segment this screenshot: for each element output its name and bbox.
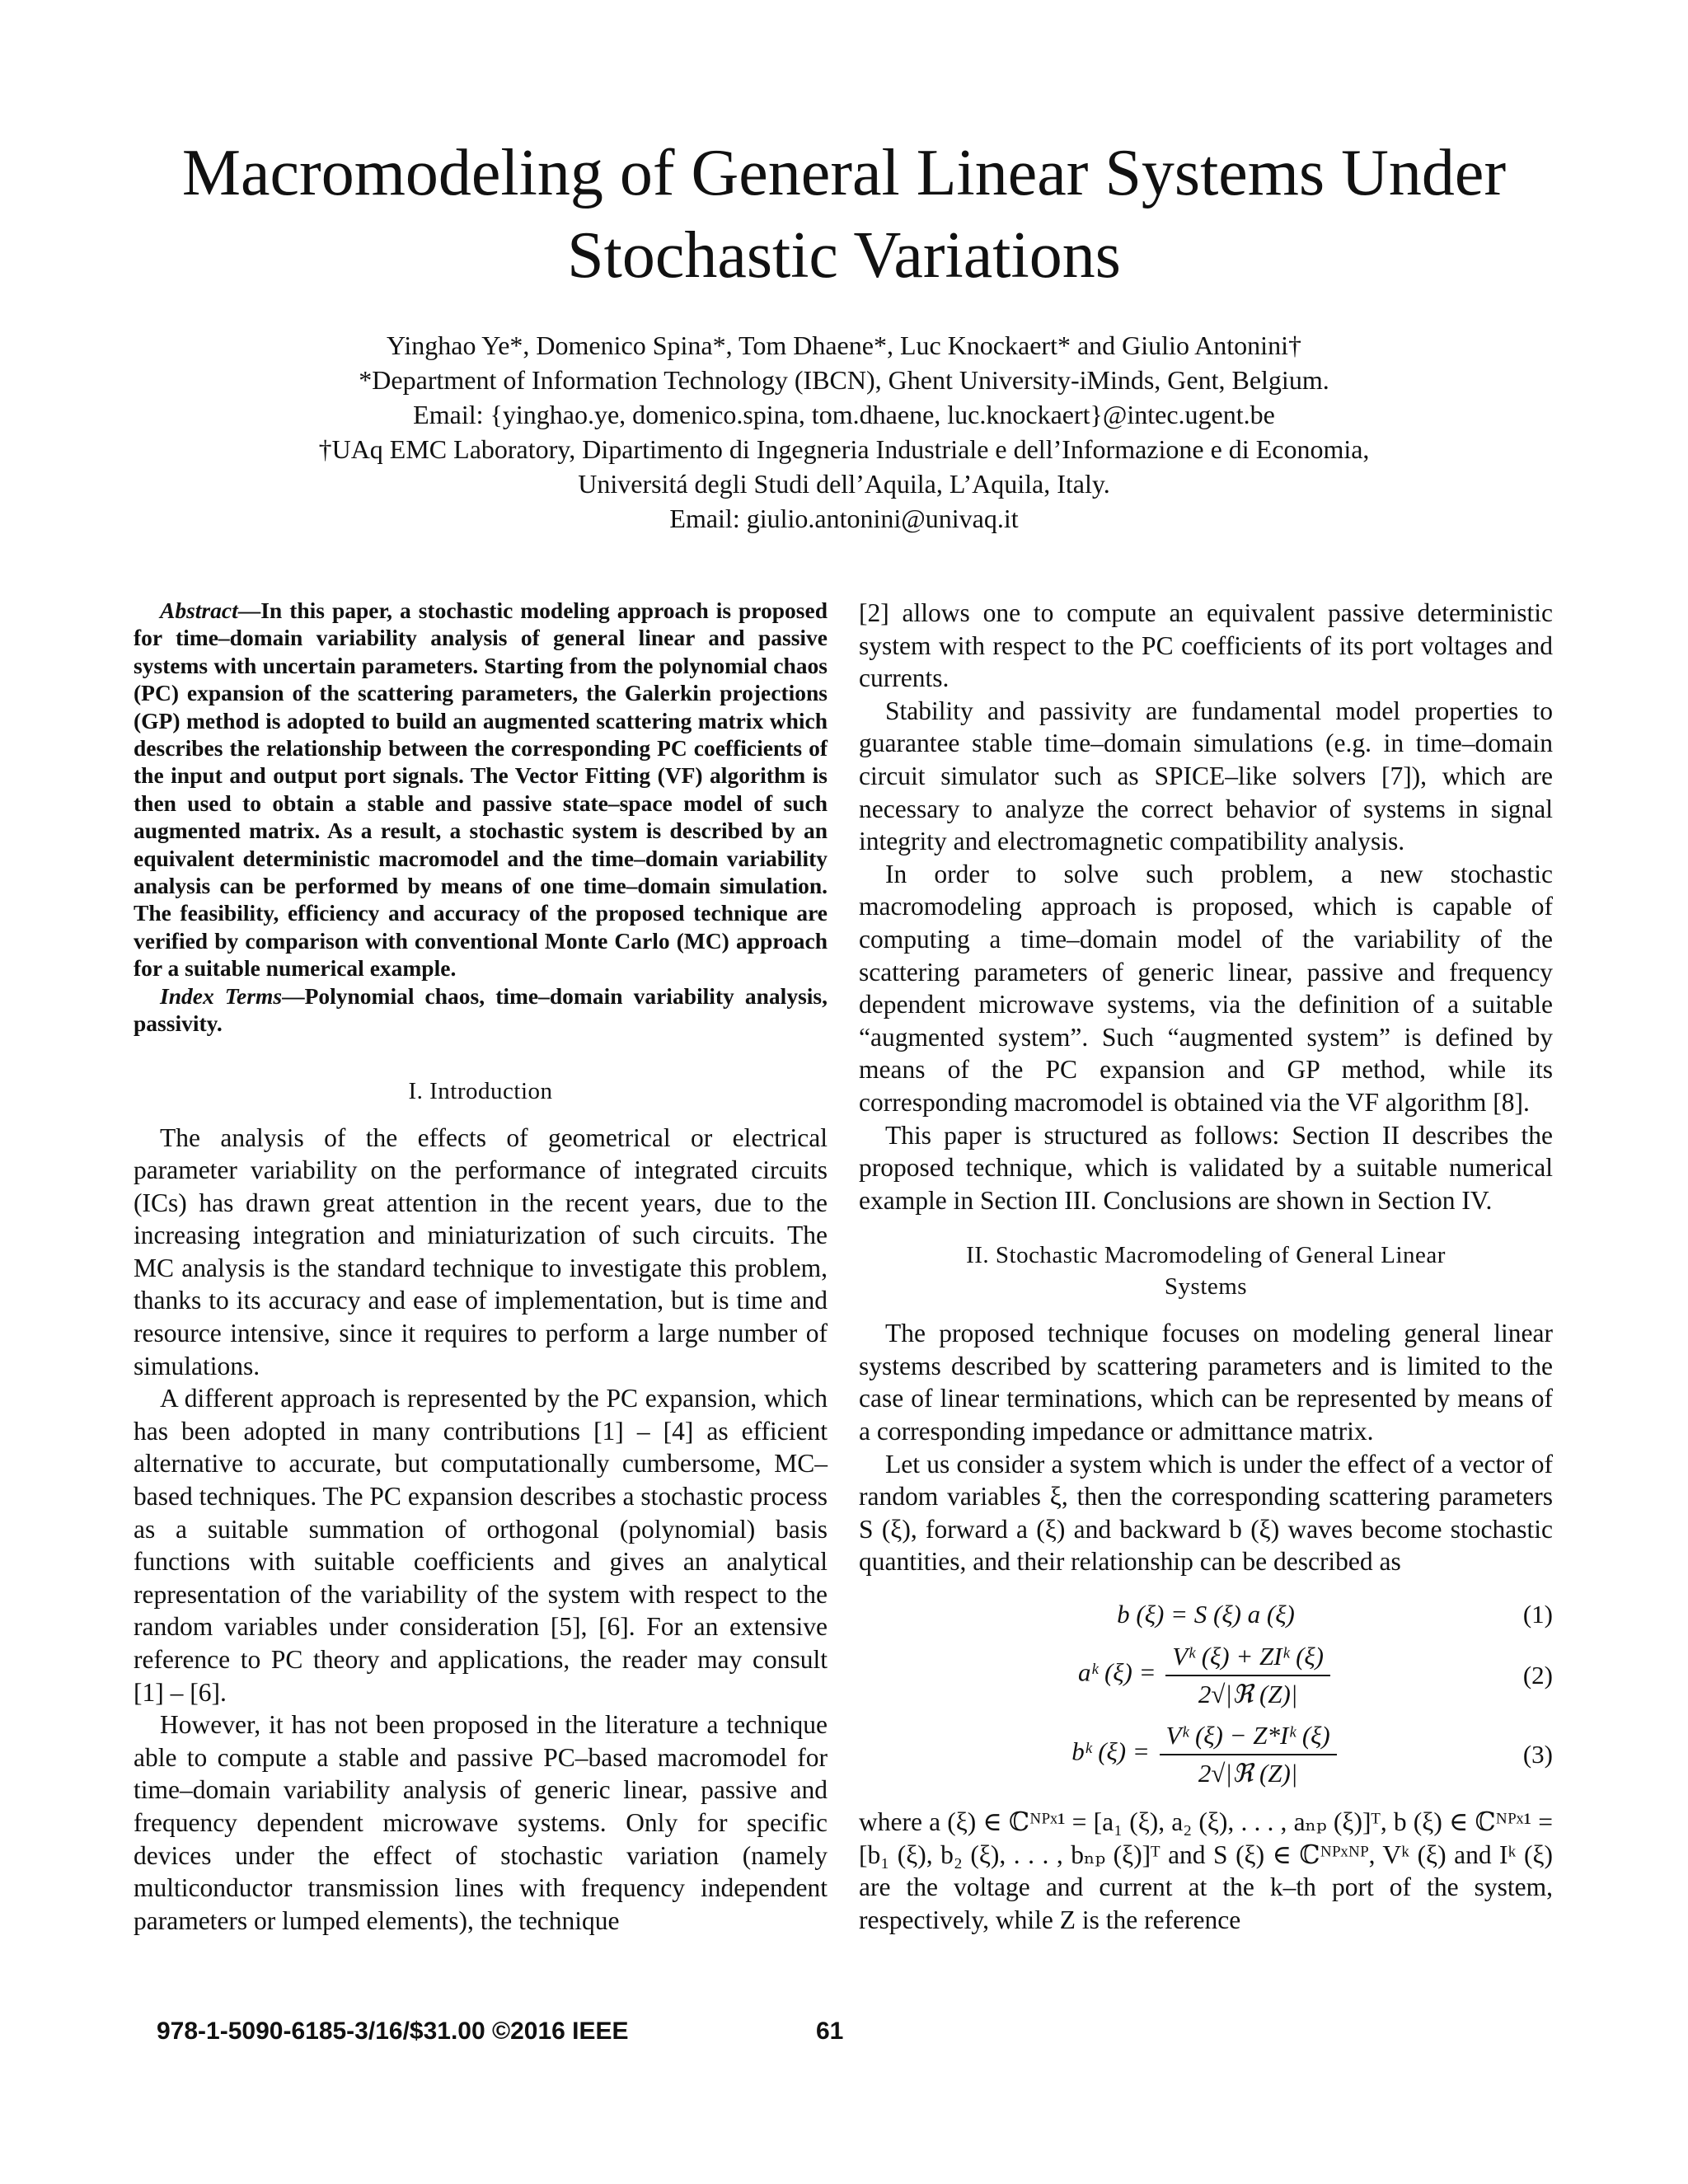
equation-3-number: (3) bbox=[1522, 1740, 1553, 1769]
section-2-paragraph-1: The proposed technique focuses on modeling general linear systems described by scattering parameters and is limited to the case of linear terminations, which can be represented by means of a corresponding impedance or admittance matrix. bbox=[859, 1319, 1553, 1446]
intro-paragraph-5: Stability and passivity are fundamental model properties to guarantee stable time–domain simulations (e.g. in time–domain circuit simulator such as SPICE–like solvers [7]), which are necessary to analyze the correct behavior of systems in signal integrity and electromagnetic compatibility analysis. bbox=[859, 696, 1553, 856]
equation-2-fraction bbox=[1165, 1640, 1330, 1710]
affiliation-2b: Universitá degli Studi dell’Aquila, L’Aquila, Italy. bbox=[578, 469, 1110, 499]
intro-paragraph-1: The analysis of the effects of geometrical or electrical parameter variability on the performance of integrated circuits (ICs) has drawn great attention in the recent years, due to the increasing integration and miniaturization of such circuits. The MC analysis is the standard technique to investigate this problem, thanks to its accuracy and ease of implementation, but is time and resource intensive, since it requires to perform a large number of simulations. bbox=[134, 1122, 828, 1380]
equation-3-lhs: bᵏ (ξ) = bbox=[1071, 1737, 1150, 1767]
equation-2-denominator: 2√|ℜ (Z)| bbox=[1198, 1680, 1298, 1709]
section-2-paragraph-2: Let us consider a system which is under the effect of a vector of random variables ξ, then the corresponding scattering parameters S (ξ), forward a (ξ) and backward b (ξ) waves become stochastic quantities, and their relationship can be described as bbox=[859, 1449, 1553, 1577]
equation-3 bbox=[859, 1715, 1553, 1794]
footer-page-number: 61 bbox=[816, 2018, 844, 2045]
intro-paragraph-6: In order to solve such problem, a new stochastic macromodeling approach is proposed, which is capable of computing a time–domain model of the variability of the scattering parameters of generic linear, passive and frequency dependent microwave systems, via the definition of a suitable “augmented system”. Such “augmented system” is defined by means of the PC expansion and GP method, while its corresponding macromodel is obtained via the VF algorithm [8]. bbox=[859, 859, 1553, 1117]
equation-2-numerator: Vᵏ (ξ) + ZIᵏ (ξ) bbox=[1165, 1640, 1330, 1676]
abstract-text: —In this paper, a stochastic modeling approach is proposed for time–domain variability analysis of general linear and passive systems with uncertain parameters. Starting from the polynomial chaos (PC) expansion of the scattering parameters, the Galerkin projections (GP) method is adopted to build an augmented scattering matrix which describes the relationship between the corresponding PC coefficients of the input and output port signals. The Vector Fitting (VF) algorithm is then used to obtain a stable and passive state–space model of such augmented matrix. As a result, a stochastic system is described by an equivalent deterministic macromodel and the time–domain variability analysis can be performed by means of one time–domain simulation. The feasibility, efficiency and accuracy of the proposed technique are verified by comparison with conventional Monte Carlo (MC) approach for a suitable numerical example. bbox=[134, 598, 828, 982]
equation-2 bbox=[859, 1636, 1553, 1715]
equation-3-numerator: Vᵏ (ξ) − Z*Iᵏ (ξ) bbox=[1160, 1719, 1337, 1755]
equation-3-fraction bbox=[1160, 1719, 1337, 1789]
equation-2-expression bbox=[859, 1640, 1553, 1710]
abstract-lead: Abstract bbox=[160, 598, 238, 623]
email-2: Email: giulio.antonini@univaq.it bbox=[669, 504, 1019, 533]
email-1: Email: {yinghao.ye, domenico.spina, tom.dhaene, luc.knockaert}@intec.ugent.be bbox=[413, 400, 1275, 429]
left-column bbox=[134, 597, 828, 1937]
equation-1-number: (1) bbox=[1522, 1600, 1553, 1629]
equation-3-expression bbox=[859, 1719, 1553, 1789]
index-terms bbox=[134, 982, 828, 1038]
index-terms-lead: Index Terms bbox=[160, 982, 283, 1009]
footer-copyright: 978-1-5090-6185-3/16/$31.00 ©2016 IEEE bbox=[157, 2018, 629, 2045]
affiliation-1: *Department of Information Technology (IBCN), Ghent University-iMinds, Gent, Belgium. bbox=[359, 365, 1329, 395]
paper-title bbox=[124, 132, 1564, 297]
equation-1 bbox=[859, 1593, 1553, 1636]
equation-2-lhs: aᵏ (ξ) = bbox=[1077, 1658, 1156, 1688]
intro-paragraph-7: This paper is structured as follows: Section II describes the proposed technique, which is validated by a suitable numerical example in Section III. Conclusions are shown in Section IV. bbox=[859, 1120, 1553, 1215]
intro-paragraph-3: However, it has not been proposed in the literature a technique able to compute a stable and passive PC–based macromodel for time–domain variability analysis of generic linear, passive and frequency dependent microwave systems. Only for specific devices under the effect of stochastic variation (namely multiconductor transmission lines with frequency independent parameters or lumped elements), the technique bbox=[134, 1710, 828, 1935]
section-1-heading: I. Introduction bbox=[408, 1077, 553, 1104]
author-list: Yinghao Ye*, Domenico Spina*, Tom Dhaene*, Luc Knockaert* and Giulio Antonini† bbox=[387, 330, 1301, 360]
equation-2-number: (2) bbox=[1522, 1661, 1553, 1690]
equations-block bbox=[859, 1593, 1553, 1794]
abstract bbox=[134, 597, 828, 982]
section-2-heading-line-1: II. Stochastic Macromodeling of General Linear bbox=[966, 1242, 1446, 1269]
title-line-1: Macromodeling of General Linear Systems Under bbox=[181, 137, 1507, 209]
intro-paragraph-4: [2] allows one to compute an equivalent passive deterministic system with respect to the PC coefficients of its port voltages and currents. bbox=[859, 598, 1553, 693]
equation-3-denominator: 2√|ℜ (Z)| bbox=[1198, 1759, 1298, 1788]
section-2-heading-line-2: Systems bbox=[1164, 1273, 1248, 1301]
affiliation-2a: †UAq EMC Laboratory, Dipartimento di Ingegneria Industriale e dell’Informazione e di Economia, bbox=[318, 434, 1370, 464]
author-block bbox=[124, 328, 1564, 536]
title-line-2: Stochastic Variations bbox=[567, 219, 1121, 292]
section-2-heading bbox=[859, 1240, 1553, 1302]
section-2-paragraph-3: where a (ξ) ∈ ℂᴺᴾˣ¹ = [a₁ (ξ), a₂ (ξ), . . . , aₙₚ (ξ)]ᵀ, b (ξ) ∈ ℂᴺᴾˣ¹ = [b₁ (ξ), b₂ (ξ), . . . , bₙₚ (ξ)]ᵀ and S (ξ) ∈ ℂᴺᴾˣᴺᴾ, Vᵏ (ξ) and Iᵏ (ξ) are the voltage and current at the k–th port of the system, respectively, while Z is the reference bbox=[859, 1807, 1553, 1934]
index-terms-text: —Polynomial chaos, time–domain variability analysis, passivity. bbox=[134, 982, 828, 1037]
equation-1-expression: b (ξ) = S (ξ) a (ξ) bbox=[1117, 1600, 1295, 1629]
right-column bbox=[859, 597, 1553, 1936]
intro-paragraph-2: A different approach is represented by the PC expansion, which has been adopted in many contributions [1] – [4] as efficient alternative to accurate, but computationally cumbersome, MC–based techniques. The PC expansion describes a stochastic process as a suitable summation of orthogonal (polynomial) basis functions with suitable coefficients and gives an analytical representation of the variability of the system with respect to the random variables under consideration [5], [6]. For an extensive reference to PC theory and applications, the reader may consult [1] – [6]. bbox=[134, 1384, 828, 1707]
